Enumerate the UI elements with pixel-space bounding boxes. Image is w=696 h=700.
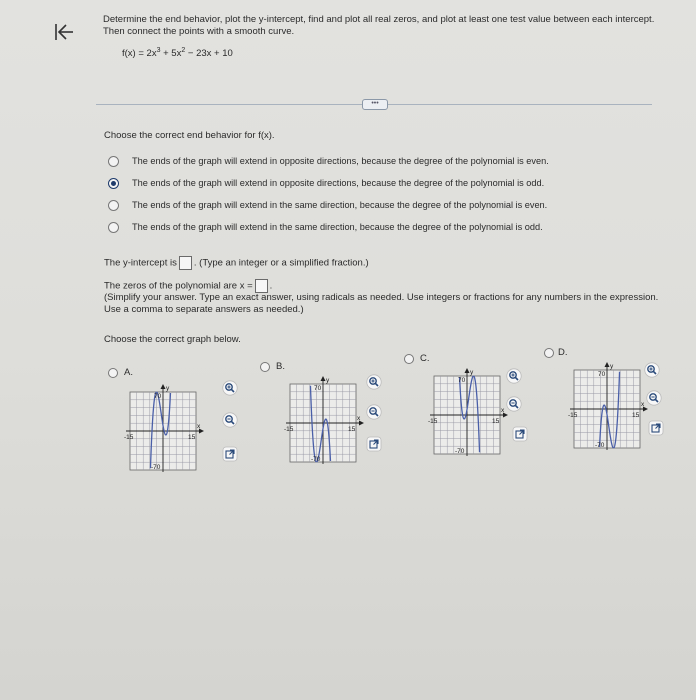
y-min-label: -70 bbox=[311, 456, 321, 463]
y-intercept-input[interactable] bbox=[179, 256, 192, 270]
radio-button[interactable] bbox=[404, 354, 414, 364]
zoom-in-icon[interactable] bbox=[506, 368, 522, 384]
radio-button[interactable] bbox=[108, 368, 118, 378]
x-max-label: 15 bbox=[492, 418, 500, 425]
y-intercept-line: The y-intercept is . (Type an integer or a simplified fraction.) bbox=[104, 257, 369, 269]
zoom-out-icon[interactable] bbox=[646, 390, 662, 406]
y-axis-label: y bbox=[610, 363, 614, 370]
y-min-label: -70 bbox=[595, 442, 605, 449]
y-max-label: 70 bbox=[458, 377, 466, 384]
x-axis-label: x bbox=[641, 401, 645, 408]
expand-icon[interactable] bbox=[648, 420, 664, 436]
y-axis-label: y bbox=[326, 377, 330, 384]
page: Determine the end behavior, plot the y-intercept, find and plot all real zeros, and plot at least one test value between each intercept. Then connect the points with a smooth curve. $f(x) = 2x^3 + 5x^2 - 23x + 10$ ••• Choose the correct end behavior for f(x). The ends of the graph will extend in opposite directions, because the degree of the polynomial is even. The ends of the graph will extend in opposite directions, because the degree of the polynomial is odd. The ends of the graph will extend in the same direction, because the degree of the polynomial is even. The ends of the graph will extend in the same direction, because the degree of the polynomial is odd. The y-intercept is . (Type an integer or a simplified fraction.) The zeros of the polynomial are x = . (Simplify your answer. Type an exact answer, using radicals as needed. Use integers or fractions for any numbers in the expression. Use a comma to separate answers as needed.) Choose the correct graph below. A. y x 70 -70 -15 15 B. y x 70 -70 -15 15 C. y x 70 -70 -15 15 D. y x 70 -70 -15 15 bbox=[0, 0, 696, 700]
graph-b bbox=[276, 376, 376, 468]
x-axis-label: x bbox=[357, 415, 361, 422]
end-behavior-prompt: Choose the correct end behavior for f(x). bbox=[104, 130, 275, 141]
x-axis-label: x bbox=[197, 423, 201, 430]
y-axis-arrow bbox=[161, 384, 166, 389]
radio-button[interactable] bbox=[108, 222, 119, 233]
y-axis-arrow bbox=[605, 362, 610, 367]
graph-a bbox=[116, 384, 216, 476]
expand-icon[interactable] bbox=[512, 426, 528, 442]
back-arrow-icon[interactable] bbox=[52, 20, 76, 44]
graph-c bbox=[420, 368, 520, 460]
expand-icon[interactable] bbox=[366, 436, 382, 452]
y-max-label: 70 bbox=[154, 393, 162, 400]
y-axis-arrow bbox=[321, 376, 326, 381]
graph-option-c[interactable]: C. y x 70 -70 -15 15 bbox=[400, 350, 540, 470]
zoom-in-icon[interactable] bbox=[366, 374, 382, 390]
more-button[interactable]: ••• bbox=[362, 99, 388, 110]
y-max-label: 70 bbox=[598, 371, 606, 378]
expand-icon[interactable] bbox=[222, 446, 238, 462]
radio-button-selected[interactable] bbox=[108, 178, 119, 189]
zeros-instructions: (Simplify your answer. Type an exact answer, using radicals as needed. Use integers or fractions for any numbers in the expression. Use a comma to separate answers as needed.) bbox=[104, 292, 659, 315]
graph-option-a[interactable]: A. y x 70 -70 -15 15 bbox=[104, 362, 244, 482]
y-max-label: 70 bbox=[314, 385, 322, 392]
x-max-label: 15 bbox=[348, 426, 356, 433]
x-min-label: -15 bbox=[284, 426, 294, 433]
zoom-in-icon[interactable] bbox=[644, 362, 660, 378]
question-text: Determine the end behavior, plot the y-intercept, find and plot all real zeros, and plot at least one test value between each intercept. Then connect the points with a smooth curve. bbox=[103, 14, 655, 37]
graph-option-b[interactable]: B. y x 70 -70 -15 15 bbox=[256, 356, 396, 476]
zeros-input[interactable] bbox=[255, 279, 268, 293]
y-axis-label: y bbox=[166, 385, 170, 392]
zoom-out-icon[interactable] bbox=[222, 412, 238, 428]
zoom-out-icon[interactable] bbox=[366, 404, 382, 420]
graph-option-d[interactable]: D. y x 70 -70 -15 15 bbox=[540, 344, 680, 464]
zeros-line: The zeros of the polynomial are x = . bbox=[104, 280, 273, 292]
function-formula: $f(x) = 2x^3 + 5x^2 - 23x + 10$ bbox=[122, 47, 233, 60]
x-axis-label: x bbox=[501, 407, 505, 414]
y-axis-label: y bbox=[470, 369, 474, 376]
radio-button[interactable] bbox=[544, 348, 554, 358]
y-min-label: -70 bbox=[151, 464, 161, 471]
x-max-label: 15 bbox=[632, 412, 640, 419]
x-max-label: 15 bbox=[188, 434, 196, 441]
radio-button[interactable] bbox=[260, 362, 270, 372]
zoom-in-icon[interactable] bbox=[222, 380, 238, 396]
y-min-label: -70 bbox=[455, 448, 465, 455]
x-min-label: -15 bbox=[428, 418, 438, 425]
x-min-label: -15 bbox=[568, 412, 578, 419]
y-axis-arrow bbox=[465, 368, 470, 373]
radio-button[interactable] bbox=[108, 156, 119, 167]
x-min-label: -15 bbox=[124, 434, 134, 441]
zoom-out-icon[interactable] bbox=[506, 396, 522, 412]
graph-prompt: Choose the correct graph below. bbox=[104, 334, 241, 345]
radio-button[interactable] bbox=[108, 200, 119, 211]
